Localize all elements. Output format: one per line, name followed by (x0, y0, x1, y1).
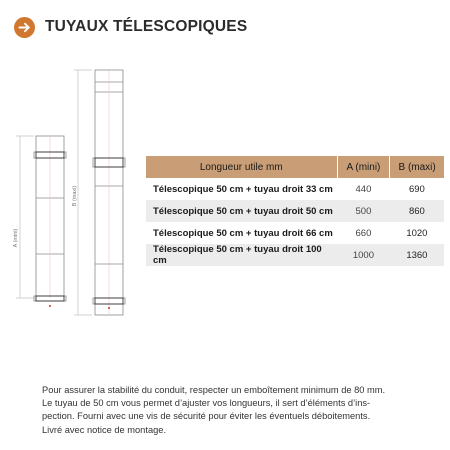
col-header-length: Longueur utile mm (146, 156, 337, 178)
row-a-value: 440 (355, 183, 372, 195)
row-b-value: 860 (390, 200, 444, 222)
row-a-value: 660 (355, 227, 372, 239)
table-row (146, 200, 444, 222)
dimension-a (16, 136, 34, 298)
dimension-a-label: A (mini) (13, 228, 19, 248)
table-header-row (146, 156, 444, 178)
lengths-table (146, 156, 444, 266)
row-b-value: 690 (408, 183, 425, 195)
pipe-diagram (0, 60, 150, 330)
installation-note (42, 384, 434, 437)
page-header (14, 14, 247, 40)
row-desc: Télescopique 50 cm + tuyau droit 33 cm (153, 183, 333, 195)
note-line: Le tuyau de 50 cm vous permet d’ajuster vos longueurs, il sert d’éléments d’ins- (42, 398, 371, 409)
note-line: Pour assurer la stabilité du conduit, respecter un emboîtement minimum de 80 mm. (42, 385, 386, 395)
row-b-value: 1360 (390, 244, 444, 266)
dimension-b-label: B (maxi) (72, 185, 78, 207)
page-title: TUYAUX TÉLESCOPIQUES (45, 18, 248, 35)
col-header-b: B (maxi) (390, 156, 444, 178)
row-b-value: 1020 (406, 227, 428, 239)
table-row (146, 178, 444, 200)
col-header-a: A (mini) (337, 156, 390, 178)
arrow-right-circle-icon (14, 17, 35, 38)
note-line: pection. Fourni avec une vis de sécurité pour éviter les éventuels déboitements. (42, 411, 371, 422)
table-row (146, 244, 444, 266)
row-desc: Télescopique 50 cm + tuyau droit 66 cm (153, 227, 333, 239)
note-line: Livré avec notice de montage. (42, 424, 167, 435)
table-row (146, 222, 444, 244)
row-a-value: 500 (337, 200, 390, 222)
row-desc: Télescopique 50 cm + tuyau droit 100 cm (146, 244, 337, 266)
row-desc: Télescopique 50 cm + tuyau droit 50 cm (146, 200, 337, 222)
row-a-value: 1000 (337, 244, 390, 266)
